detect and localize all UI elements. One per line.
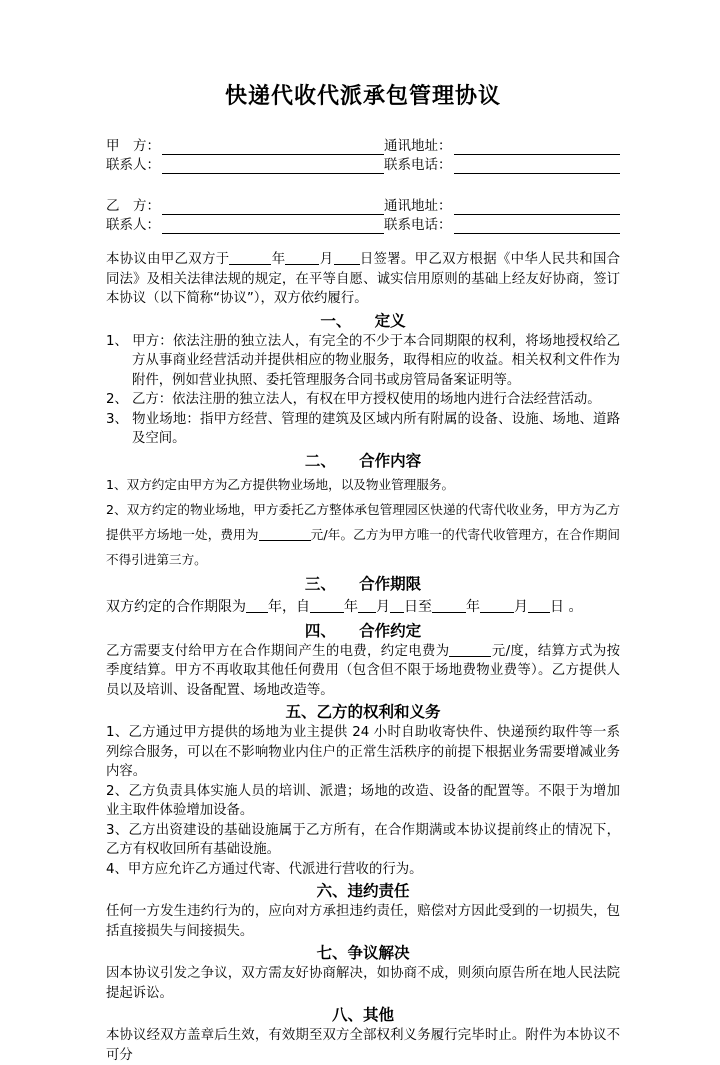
preamble-paragraph — [106, 250, 620, 309]
section-6-paragraph: 任何一方发生违约行为的，应向对方承担违约责任，赔偿对方因此受到的一切损失，包括直接损失与间接损失。 — [106, 904, 620, 939]
section-1-list — [106, 332, 620, 449]
party-a-phone-input[interactable] — [454, 158, 621, 174]
list-item: 1、乙方通过甲方提供的场地为业主提供 24 小时自助收寄快件、快递预约取件等一系列综合服务，可以在不影响物业内住户的正常生活秩序的前提下根据业务需要增减业务内容。 — [106, 725, 620, 779]
section-4-heading: 四、 合作约定 — [304, 621, 422, 640]
party-a-contact-field[interactable] — [106, 157, 384, 174]
document-title: 快递代收代派承包管理协议 — [224, 84, 501, 109]
preamble-text-1: 本协议由甲乙双方于 — [106, 252, 230, 267]
list-item — [106, 497, 620, 572]
item-text-part-1: 2、双方约定的物业场地，甲方委托乙方整体承包管理园区快递的代寄代收业务，甲方为乙方提供平方场地一处，费用为 — [106, 501, 620, 542]
period-text-1: 双方约定的合作期限为 — [106, 598, 246, 615]
party-b-contact-row — [106, 215, 620, 234]
section-8-paragraph: 本协议经双方盖章后生效，有效期至双方全部权利义务履行完毕时止。附件为本协议不可分 — [106, 1028, 620, 1063]
party-b-phone-input[interactable] — [454, 218, 621, 234]
period-start-day-blank[interactable] — [390, 599, 404, 613]
party-b-name-input[interactable] — [162, 199, 384, 215]
party-b-address-input[interactable] — [454, 199, 621, 215]
list-item: 1、双方约定由甲方为乙方提供物业场地，以及物业管理服务。 — [106, 476, 455, 492]
party-a-name-label: 甲 方： — [106, 138, 160, 154]
period-unit-year-2: 年 — [344, 598, 358, 615]
electricity-text-2: 元/度，结算方式为按季度结算。甲方不再收取其他任何费用（包含但不限于场地费物业费等）。乙方提供人员以及培训、设备配置、场地改造等。 — [106, 643, 620, 698]
party-a-address-field[interactable] — [384, 138, 620, 155]
section-4-paragraph — [106, 642, 620, 701]
party-a-address-label: 通讯地址： — [384, 138, 452, 154]
party-b-block — [106, 196, 620, 234]
sign-day-blank[interactable] — [334, 251, 360, 265]
party-b-name-label: 乙 方： — [106, 198, 160, 214]
section-5-list — [106, 723, 620, 879]
party-a-contact-row — [106, 155, 620, 174]
item-text: 物业场地：指甲方经营、管理的建筑及区域内所有附属的设备、设施、场地、道路及空间。 — [132, 411, 620, 446]
list-item — [106, 410, 620, 449]
period-start-month-blank[interactable] — [358, 599, 376, 613]
electricity-text-1: 乙方需要支付给甲方在合作期间产生的电费，约定电费为 — [106, 643, 450, 659]
party-b-address-field[interactable] — [384, 198, 620, 215]
period-unit-day-2: 日 。 — [550, 598, 583, 615]
period-end-month-blank[interactable] — [480, 599, 514, 613]
party-a-name-row — [106, 136, 620, 155]
section-2-list — [106, 472, 620, 572]
section-2-heading: 二、 合作内容 — [304, 451, 422, 470]
period-unit-month-2: 月 — [514, 598, 528, 615]
party-a-block — [106, 136, 620, 174]
preamble-text-2: 日签署。甲乙双方根据《中华人民共和国合同法》及相关法律法规的规定，在平等自愿、诚实信用原则的基础上经友好协商，签订本协议（以下简称“协议”），双方依约履行。 — [106, 252, 621, 306]
section-3-paragraph — [106, 595, 620, 619]
site-fee-blank[interactable] — [259, 527, 311, 541]
electricity-rate-blank[interactable] — [449, 643, 491, 657]
party-a-name-field[interactable] — [106, 138, 384, 155]
party-a-contact-label: 联系人： — [106, 157, 160, 173]
section-7-heading: 七、争议解决 — [316, 944, 410, 962]
party-b-phone-label: 联系电话： — [384, 217, 452, 233]
period-unit-year: 年，自 — [268, 598, 310, 615]
list-item: 3、乙方出资建设的基础设施属于乙方所有，在合作期满或本协议提前终止的情况下，乙方有权收回所有基础设施。 — [106, 822, 620, 857]
period-years-blank[interactable] — [246, 599, 268, 613]
party-a-contact-input[interactable] — [162, 158, 384, 174]
party-b-name-row — [106, 196, 620, 215]
item-text-part-2: 元/年。乙方为甲方唯一的代寄代收管理方，在合作期间不得引进第三方。 — [106, 526, 620, 567]
section-1-heading: 一、 定义 — [320, 311, 406, 330]
list-item — [106, 390, 620, 410]
party-b-contact-field[interactable] — [106, 217, 384, 234]
section-6-heading: 六、违约责任 — [316, 882, 410, 900]
item-number: 3、 — [106, 411, 128, 427]
party-a-address-input[interactable] — [454, 139, 621, 155]
party-b-name-field[interactable] — [106, 198, 384, 215]
sign-month-blank[interactable] — [285, 251, 319, 265]
list-item: 4、甲方应允许乙方通过代寄、代派进行营收的行为。 — [106, 861, 423, 877]
party-b-contact-label: 联系人： — [106, 217, 160, 233]
section-3-heading: 三、 合作期限 — [304, 574, 422, 593]
party-b-phone-field[interactable] — [384, 217, 620, 234]
item-text: 乙方：依法注册的独立法人，有权在甲方授权使用的场地内进行合法经营活动。 — [132, 392, 601, 407]
period-unit-day: 日至 — [404, 598, 432, 615]
item-number: 1、 — [106, 333, 128, 349]
section-7-paragraph: 因本协议引发之争议，双方需友好协商解决，如协商不成，则须向原告所在地人民法院提起诉讼。 — [106, 966, 620, 1001]
period-end-year-blank[interactable] — [432, 599, 466, 613]
period-unit-year-3: 年 — [466, 598, 480, 615]
item-text: 甲方：依法注册的独立法人，有完全的不少于本合同期限的权利，将场地授权给乙方从事商业经营活动并提供相应的物业服务，取得相应的收益。相关权利文件作为附件，例如营业执照、委托管理服务合同书或房管局备案证明等。 — [132, 333, 620, 388]
sign-year-blank[interactable] — [229, 251, 271, 265]
list-item — [106, 332, 620, 391]
preamble-unit-month: 月 — [319, 252, 334, 267]
period-unit-month: 月 — [376, 598, 390, 615]
period-start-year-blank[interactable] — [310, 599, 344, 613]
list-item: 2、乙方负责具体实施人员的培训、派遣；场地的改造、设备的配置等。不限于为增加业主取件体验增加设备。 — [106, 783, 620, 818]
party-a-phone-label: 联系电话： — [384, 157, 452, 173]
section-8-heading: 八、其他 — [331, 1006, 394, 1024]
item-number: 2、 — [106, 392, 128, 407]
party-b-address-label: 通讯地址： — [384, 198, 452, 214]
period-end-day-blank[interactable] — [528, 599, 550, 613]
section-5-heading: 五、乙方的权利和义务 — [285, 703, 441, 721]
party-b-contact-input[interactable] — [162, 218, 384, 234]
party-a-phone-field[interactable] — [384, 157, 620, 174]
preamble-unit-year: 年 — [271, 252, 286, 267]
party-a-name-input[interactable] — [162, 139, 384, 155]
